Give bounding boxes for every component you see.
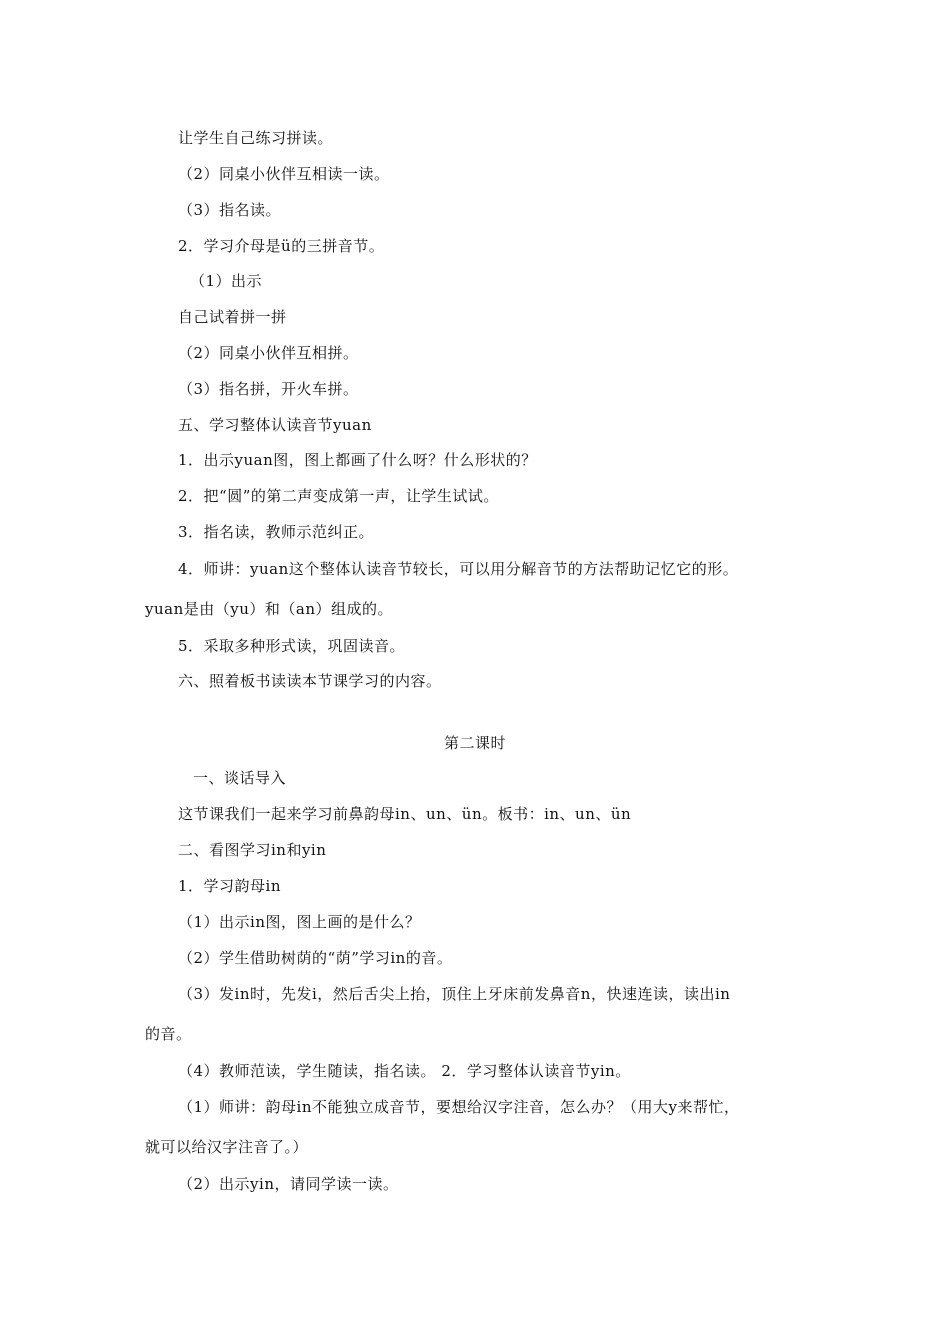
section-heading-five: 五、学习整体认读音节yuan (178, 416, 372, 434)
text-line-24: （3）发in时，先发i，然后舌尖上抬，顶住上牙床前发鼻音n，快速连读，读出in (178, 985, 731, 1003)
text-line-28: 就可以给汉字注音了。） (145, 1138, 309, 1156)
text-line-26: （4）教师范读，学生随读，指名读。 2．学习整体认读音节yin。 (178, 1062, 631, 1080)
text-line-23: （2）学生借助树荫的“荫”学习in的音。 (178, 949, 453, 967)
text-line-29: （2）出示yin，请同学读一读。 (178, 1175, 399, 1193)
text-line-7: （2）同桌小伙伴互相拼。 (178, 344, 359, 362)
text-line-21: 1．学习韵母in (178, 877, 282, 895)
section-heading-six: 六、照着板书读读本节课学习的内容。 (178, 672, 442, 690)
text-line-1: 让学生自己练习拼读。 (178, 129, 334, 147)
text-line-2: （2）同桌小伙伴互相读一读。 (178, 165, 390, 183)
text-line-14: yuan是由（yu）和（an）组成的。 (145, 600, 393, 618)
text-line-12: 3．指名读，教师示范纠正。 (178, 523, 375, 541)
text-line-11: 2．把“圆”的第二声变成第一声，让学生试试。 (178, 487, 499, 505)
text-line-27: （1）师讲：韵母in不能独立成音节，要想给汉字注音，怎么办？（用大y来帮忙， (178, 1098, 740, 1116)
section-heading-two: 二、看图学习in和yin (178, 841, 327, 859)
text-line-6: 自己试着拼一拼 (178, 308, 287, 326)
section-heading-one: 一、谈话导入 (193, 769, 287, 787)
text-line-25: 的音。 (145, 1025, 192, 1043)
text-line-3: （3）指名读。 (178, 201, 282, 219)
text-line-8: （3）指名拼，开火车拼。 (178, 380, 359, 398)
text-line-10: 1．出示yuan图，图上都画了什么呀？什么形状的？ (178, 451, 537, 469)
text-line-19: 这节课我们一起来学习前鼻韵母in、un、ün。板书：in、un、ün (178, 805, 632, 823)
text-line-13: 4．师讲：yuan这个整体认读音节较长，可以用分解音节的方法帮助记忆它的形。 (178, 560, 739, 578)
text-line-5: （1）出示 (190, 272, 263, 290)
text-line-4: 2．学习介母是ü的三拼音节。 (178, 237, 385, 255)
lesson-title: 第二课时 (443, 734, 506, 752)
text-line-22: （1）出示in图，图上画的是什么？ (178, 913, 421, 931)
text-line-15: 5．采取多种形式读，巩固读音。 (178, 637, 406, 655)
